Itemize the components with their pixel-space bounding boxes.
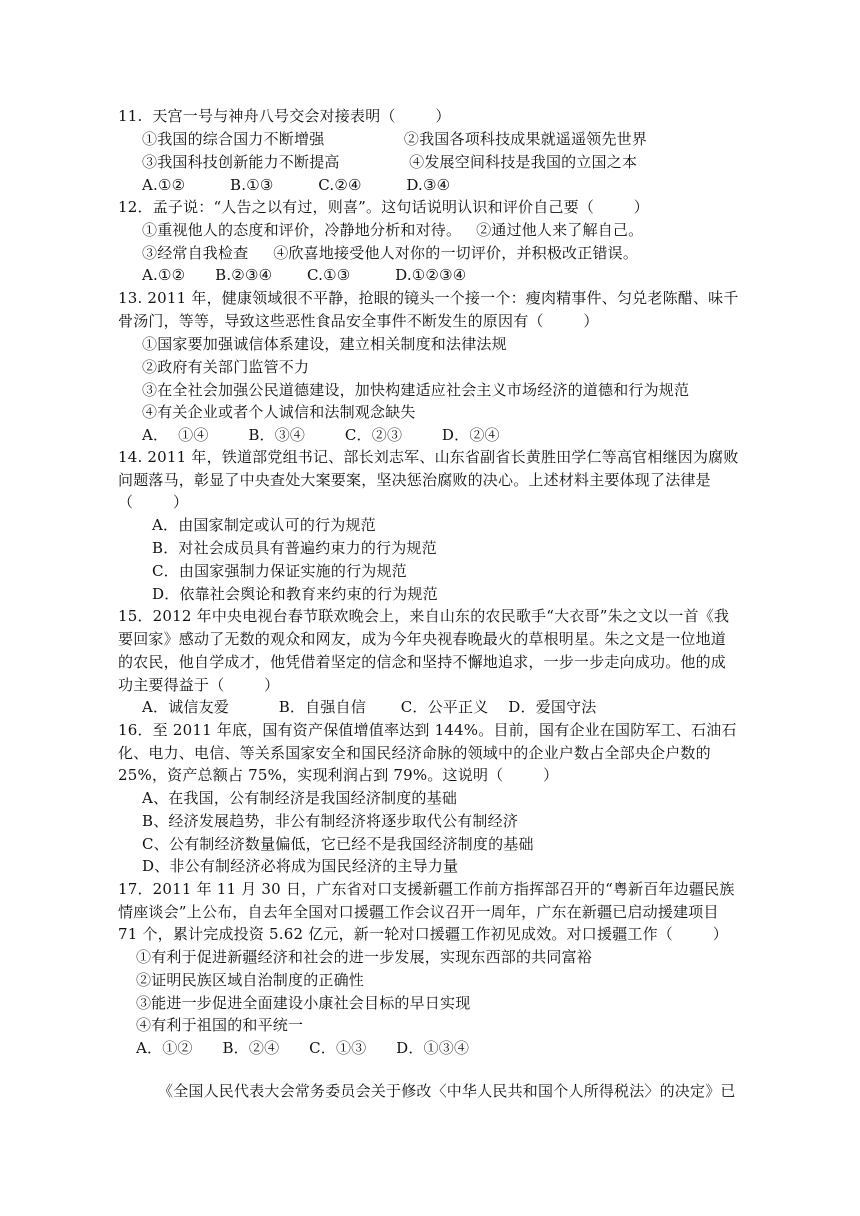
q14-option-b: B．对社会成员具有普遍约束力的行为规范 [152,539,437,557]
q11-statements-3-4: ③我国科技创新能力不断提高 ④发展空间科技是我国的立国之本 [142,153,638,171]
q17-statement-2: ②证明民族区域自治制度的正确性 [136,971,365,989]
q15-stem-line-2: 要回家》感动了无数的观众和网友，成为今年央视春晚最火的草根明星。朱之文是一位地道 [118,630,727,648]
q15-stem-line-1: 15．2012 年中央电视台春节联欢晚会上，来自山东的农民歌手“大衣哥”朱之文以一首《我 [118,607,730,625]
q16-option-b: B、经济发展趋势，非公有制经济将逐步取代公有制经济 [142,812,519,830]
q13-statement-2: ②政府有关部门监管不力 [142,358,310,376]
q16-stem-line-1: 16．至 2011 年底，国有资产保值增值率达到 144%。目前，国有企业在国防军工、石油石 [118,721,737,739]
passage-intro: 《全国人民代表大会常务委员会关于修改〈中华人民共和国个人所得税法〉的决定》已 [158,1082,736,1100]
q15-options: A．诚信友爱 B．自强自信 C．公平正义 D．爱国守法 [142,698,597,716]
q13-statement-3: ③在全社会加强公民道德建设，加快构建适应社会主义市场经济的道德和行为规范 [142,381,690,399]
q17-options: A．①② B．②④ C．①③ D．①③④ [136,1039,470,1057]
q16-stem-line-3: 25%，资产总额占 75%，实现利润占到 79%。这说明（ ） [118,766,559,784]
q14-option-a: A．由国家制定或认可的行为规范 [152,516,376,534]
q14-option-d: D．依靠社会舆论和教育来约束的行为规范 [152,585,438,603]
q12-statements-3-4: ③经常自我检查 ④欣喜地接受他人对你的一切评价，并积极改正错误。 [142,244,639,262]
q15-stem-line-3: 的农民，他自学成才，他凭借着坚定的信念和坚持不懈地追求，一步一步走向成功。他的成 [118,653,727,671]
q13-statement-1: ①国家要加强诚信体系建设，建立相关制度和法律法规 [142,335,507,353]
q16-option-a: A、在我国，公有制经济是我国经济制度的基础 [142,789,458,807]
q16-option-c: C、公有制经济数量偏低，它已经不是我国经济制度的基础 [142,835,534,853]
q17-stem-line-1: 17．2011 年 11 月 30 日，广东省对口支援新疆工作前方指挥部召开的“粤新百年边疆民族 [118,880,735,898]
q12-statements-1-2: ①重视他人的态度和评价，冷静地分析和对待。 ②通过他人来了解自己。 [142,221,644,239]
q14-stem-line-3: （ ） [118,493,189,511]
q17-stem-line-2: 情座谈会”上公布，自去年全国对口援疆工作会议召开一周年，广东在新疆已启动援建项目 [118,903,719,921]
q17-statement-4: ④有利于祖国的和平统一 [136,1016,304,1034]
q13-options: A． ①④ B．③④ C．②③ D．②④ [142,426,500,444]
q14-stem-line-2: 问题落马，彰显了中央查处大案要案，坚决惩治腐败的决心。上述材料主要体现了法律是 [118,471,711,489]
q12-options: A.①② B.②③④ C.①③ D.①②③④ [142,266,467,284]
q16-option-d: D、非公有制经济必将成为国民经济的主导力量 [142,857,459,875]
q13-stem-line-2: 骨汤门，等等，导致这些恶性食品安全事件不断发生的原因有（ ） [118,312,599,330]
q13-statement-4: ④有关企业或者个人诚信和法制观念缺失 [142,403,416,421]
q11-statements-1-2: ①我国的综合国力不断增强 ②我国各项科技成果就遥遥领先世界 [142,130,648,148]
q12-stem: 12．孟子说：“人告之以有过，则喜”。这句话说明认识和评价自己要（ ） [118,198,649,216]
q13-stem-line-1: 13. 2011 年，健康领域很不平静，抢眼的镜头一个接一个：瘦肉精事件、匀兑老陈醋、味千 [118,289,739,307]
q17-statement-3: ③能进一步促进全面建设小康社会目标的早日实现 [136,994,471,1012]
q15-stem-line-4: 功主要得益于（ ） [118,676,280,694]
q17-statement-1: ①有利于促进新疆经济和社会的进一步发展，实现东西部的共同富裕 [136,948,593,966]
q14-option-c: C．由国家强制力保证实施的行为规范 [152,562,407,580]
q11-stem: 11. 天宫一号与神舟八号交会对接表明（ ） [118,107,451,125]
q14-stem-line-1: 14. 2011 年，铁道部党组书记、部长刘志军、山东省副省长黄胜田学仁等高官相继因为腐败 [118,448,739,466]
q17-stem-line-3: 71 个，累计完成投资 5.62 亿元，新一轮对口援疆工作初见成效。对口援疆工作（ ） [118,925,728,943]
q16-stem-line-2: 化、电力、电信、等关系国家安全和国民经济命脉的领域中的企业户数占全部央企户数的 [118,744,711,762]
q11-options: A.①② B.①③ C.②④ D.③④ [142,176,451,194]
